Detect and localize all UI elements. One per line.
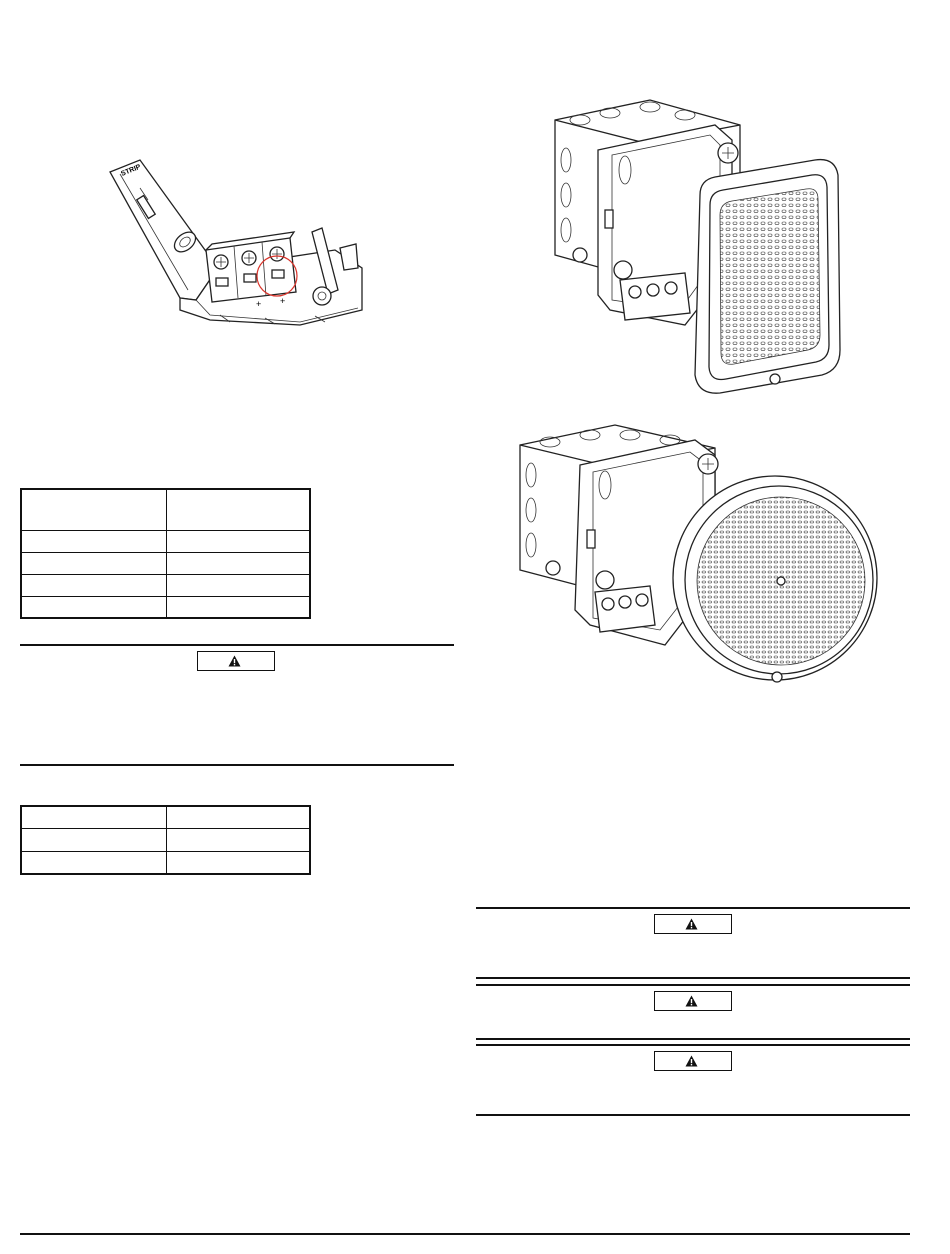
table-cell xyxy=(167,806,311,828)
warning-badge xyxy=(654,1051,732,1071)
warning-badge xyxy=(654,914,732,934)
table-cell xyxy=(21,530,167,552)
specs-table-1 xyxy=(20,488,311,619)
strip-label: STRIP xyxy=(120,163,142,178)
svg-text:+: + xyxy=(280,296,286,306)
table-cell xyxy=(167,851,311,874)
section-rule xyxy=(20,644,454,646)
section-rule xyxy=(476,984,910,986)
table-cell xyxy=(21,489,167,530)
section-rule xyxy=(476,1114,910,1116)
table-cell xyxy=(167,596,311,618)
square-speaker-figure xyxy=(550,95,850,395)
table-cell xyxy=(21,596,167,618)
table-cell xyxy=(21,851,167,874)
table-cell xyxy=(167,552,311,574)
section-rule xyxy=(476,977,910,979)
warning-triangle-icon xyxy=(685,995,698,1007)
specs-table-2 xyxy=(20,805,311,875)
section-rule xyxy=(476,1044,910,1046)
table-cell xyxy=(21,806,167,828)
warning-triangle-icon xyxy=(685,1055,698,1067)
footer-rule xyxy=(20,1233,910,1235)
table-cell xyxy=(167,828,311,851)
warning-badge xyxy=(654,991,732,1011)
warning-triangle-icon xyxy=(228,655,241,667)
mounting-plate-figure xyxy=(100,150,380,335)
warning-badge xyxy=(197,651,275,671)
table-cell xyxy=(167,574,311,596)
table-cell xyxy=(21,574,167,596)
svg-text:+: + xyxy=(256,299,262,309)
table-cell xyxy=(167,489,311,530)
table-cell xyxy=(21,552,167,574)
warning-triangle-icon xyxy=(685,918,698,930)
round-speaker-figure xyxy=(515,420,885,705)
section-rule xyxy=(476,907,910,909)
table-cell xyxy=(167,530,311,552)
section-rule xyxy=(476,1038,910,1040)
table-cell xyxy=(21,828,167,851)
section-rule xyxy=(20,764,454,766)
